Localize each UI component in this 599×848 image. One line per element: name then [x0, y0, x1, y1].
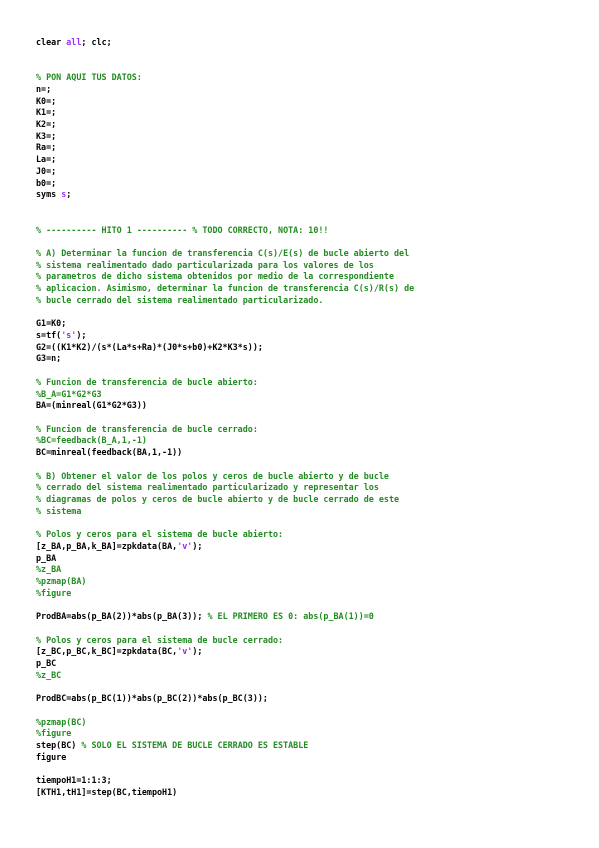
code-line — [36, 154, 576, 166]
code-line — [36, 142, 576, 154]
code-line — [36, 119, 576, 131]
code-line — [36, 236, 576, 248]
code-text: figure — [36, 751, 67, 762]
code-line — [36, 271, 576, 283]
code-line — [36, 482, 576, 494]
code-text: ; — [66, 189, 72, 200]
code-line — [36, 84, 576, 96]
code-line — [36, 37, 576, 49]
code-line — [36, 588, 576, 600]
code-line — [36, 658, 576, 670]
code-text: Ra=; — [36, 142, 57, 153]
code-comment: %BC=feedback(B_A,1,-1) — [36, 435, 147, 446]
code-line — [36, 740, 576, 752]
code-line — [36, 576, 576, 588]
code-text: s=tf( — [36, 329, 62, 340]
code-line — [36, 330, 576, 342]
code-text: [KTH1,tH1]=step(BC,tiempoH1) — [36, 787, 178, 797]
code-line — [36, 166, 576, 178]
code-line — [36, 318, 576, 330]
code-keyword: all — [66, 37, 82, 47]
code-line — [36, 107, 576, 119]
code-line — [36, 494, 576, 506]
code-line — [36, 459, 576, 471]
code-comment: % Polos y ceros para el sistema de bucle abierto: — [36, 529, 284, 540]
code-line — [36, 389, 576, 401]
code-text: G1=K0; — [36, 318, 67, 329]
code-line — [36, 670, 576, 682]
code-comment: % cerrado del sistema realimentado particularizado y representar los — [36, 482, 379, 493]
code-line — [36, 424, 576, 436]
code-comment: % aplicacion. Asimismo, determinar la funcion de transferencia C(s)/R(s) de — [36, 283, 415, 294]
code-keyword: s — [61, 189, 67, 200]
code-line — [36, 471, 576, 483]
code-text: ProdBA=abs(p_BA(2))*abs(p_BA(3)); — [36, 611, 208, 622]
code-line — [36, 728, 576, 740]
code-line — [36, 529, 576, 541]
code-line — [36, 307, 576, 319]
code-text: BC=minreal(feedback(BA,1,-1)) — [36, 447, 183, 458]
code-line — [36, 213, 576, 225]
code-line — [36, 717, 576, 729]
code-line — [36, 342, 576, 354]
code-line — [36, 752, 576, 764]
code-comment: % ---------- HITO 1 ---------- % TODO CORRECTO, NOTA: 10!! — [36, 224, 329, 235]
code-line — [36, 564, 576, 576]
code-line — [36, 764, 576, 776]
code-line — [36, 775, 576, 787]
code-text: La=; — [36, 154, 57, 165]
code-text: ); — [192, 540, 203, 551]
code-line — [36, 541, 576, 553]
code-line — [36, 178, 576, 190]
code-line — [36, 553, 576, 565]
code-comment: % Funcion de transferencia de bucle abierto: — [36, 376, 258, 387]
code-string: 'v' — [177, 540, 193, 551]
code-comment: % A) Determinar la funcion de transferencia C(s)/E(s) de bucle abierto del — [36, 247, 410, 258]
code-comment: %figure — [36, 587, 72, 598]
code-text: syms — [36, 189, 62, 200]
code-text: K3=; — [36, 130, 57, 141]
code-line — [36, 517, 576, 529]
code-line — [36, 682, 576, 694]
code-comment: %z_BC — [36, 669, 62, 680]
code-text: J0=; — [36, 165, 57, 176]
code-comment: % diagramas de polos y ceros de bucle abierto y de bucle cerrado de este — [36, 494, 400, 505]
code-line — [36, 131, 576, 143]
code-comment: % bucle cerrado del sistema realimentado particularizado. — [36, 294, 324, 305]
code-text: p_BA — [36, 552, 57, 563]
code-text: [z_BC,p_BC,k_BC]=zpkdata(BC, — [36, 646, 178, 657]
code-text: ; clc; — [81, 37, 112, 47]
code-comment: % Funcion de transferencia de bucle cerrado: — [36, 423, 258, 434]
code-line — [36, 225, 576, 237]
code-text: BA=(minreal(G1*G2*G3)) — [36, 400, 147, 411]
code-line — [36, 623, 576, 635]
code-text: ); — [76, 329, 87, 340]
code-text: b0=; — [36, 177, 57, 188]
code-line — [36, 189, 576, 201]
code-line — [36, 787, 576, 799]
code-comment: % parametros de dicho sistema obtenidos por medio de la correspondiente — [36, 271, 394, 282]
code-text: G3=n; — [36, 353, 62, 364]
code-comment: % sistema — [36, 505, 82, 516]
code-comment: %B_A=G1*G2*G3 — [36, 388, 102, 399]
code-line — [36, 600, 576, 612]
code-line — [36, 705, 576, 717]
code-line — [36, 646, 576, 658]
code-text: step(BC) — [36, 740, 82, 751]
code-line — [36, 201, 576, 213]
code-text: n=; — [36, 83, 52, 94]
code-line — [36, 506, 576, 518]
code-string: 'v' — [177, 646, 193, 657]
code-text: tiempoH1=1:1:3; — [36, 775, 112, 786]
code-comment: %pzmap(BC) — [36, 716, 87, 727]
code-comment: % SOLO EL SISTEMA DE BUCLE CERRADO ES ESTABLE — [81, 740, 309, 751]
code-text: K1=; — [36, 107, 57, 118]
code-comment: % B) Obtener el valor de los polos y ceros de bucle abierto y de bucle — [36, 470, 389, 481]
code-comment: % sistema realimentado dado particularizada para los valores de los — [36, 259, 374, 270]
code-line — [36, 400, 576, 412]
code-comment: %pzmap(BA) — [36, 576, 87, 587]
code-line — [36, 49, 576, 61]
code-text: ProdBC=abs(p_BC(1))*abs(p_BC(2))*abs(p_BC(3)); — [36, 693, 268, 704]
code-text: ); — [192, 646, 203, 657]
code-comment: % EL PRIMERO ES 0: abs(p_BA(1))=0 — [207, 611, 374, 622]
code-line — [36, 60, 576, 72]
code-line — [36, 635, 576, 647]
code-comment: % Polos y ceros para el sistema de bucle cerrado: — [36, 634, 284, 645]
code-comment: %z_BA — [36, 564, 62, 575]
code-text: clear — [36, 37, 67, 47]
code-line — [36, 283, 576, 295]
code-text: G2=((K1*K2)/(s*(La*s+Ra)*(J0*s+b0)+K2*K3*s)); — [36, 341, 263, 352]
code-line — [36, 365, 576, 377]
code-comment: %figure — [36, 728, 72, 739]
code-text: p_BC — [36, 658, 57, 669]
code-line — [36, 72, 576, 84]
code-line — [36, 412, 576, 424]
code-line — [36, 260, 576, 272]
code-line — [36, 611, 576, 623]
code-line — [36, 248, 576, 260]
code-text: [z_BA,p_BA,k_BA]=zpkdata(BA, — [36, 540, 178, 551]
code-line — [36, 435, 576, 447]
matlab-code-listing — [36, 37, 576, 799]
code-line — [36, 377, 576, 389]
code-comment: % PON AQUI TUS DATOS: — [36, 72, 142, 83]
code-line — [36, 353, 576, 365]
code-text: K2=; — [36, 119, 57, 130]
code-string: 's' — [61, 329, 77, 340]
code-line — [36, 693, 576, 705]
code-line — [36, 96, 576, 108]
code-line — [36, 447, 576, 459]
code-text: K0=; — [36, 95, 57, 106]
code-line — [36, 295, 576, 307]
